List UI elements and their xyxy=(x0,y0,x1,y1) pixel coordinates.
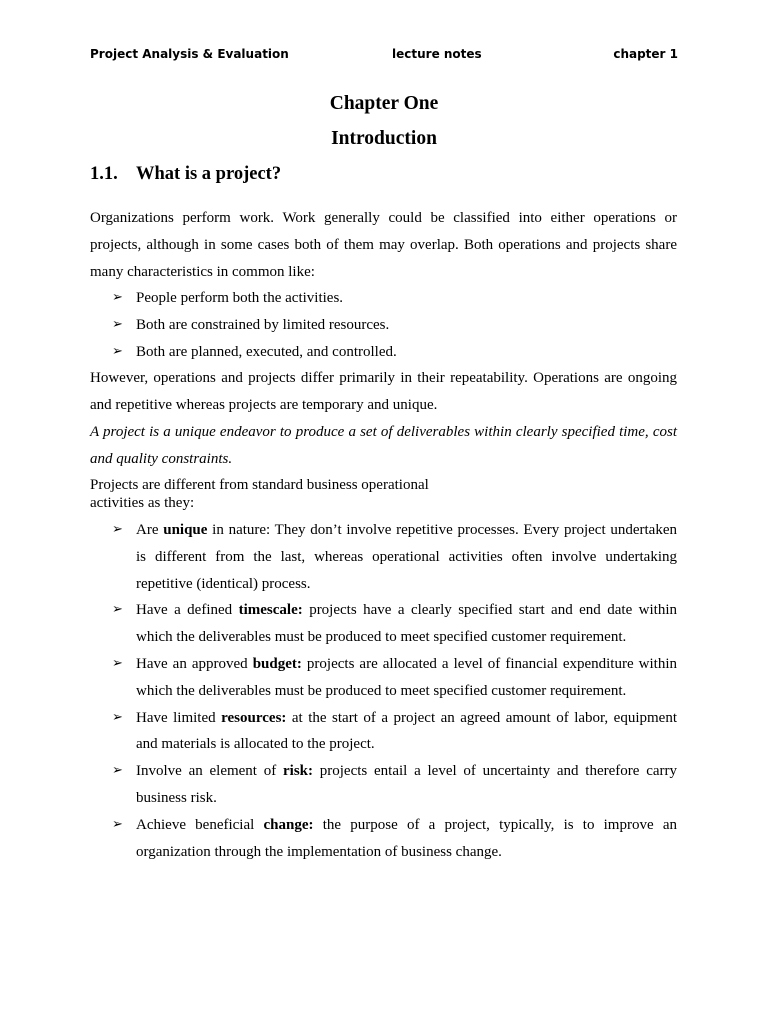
list-item-text: Both are planned, executed, and controlled. xyxy=(136,343,397,360)
item-description: projects have a clearly specified start and end date within which the deliverables must be produced to meet specified customer requirement. xyxy=(136,602,677,646)
list-item xyxy=(90,339,677,366)
project-definition: A project is a unique endeavor to produce a set of deliverables within clearly specified time, cost and quality constraints. xyxy=(90,424,677,467)
project-differences-intro xyxy=(90,476,677,512)
list-item xyxy=(90,597,677,651)
chapter-subtitle: Introduction xyxy=(331,128,437,149)
list-item xyxy=(90,651,677,705)
project-attributes-list xyxy=(90,517,677,865)
intro-line-1: Projects are different from standard business operational xyxy=(90,477,429,493)
item-description: the purpose of a project, typically, is to improve an organization through the implementation of business change. xyxy=(136,816,677,860)
arrow-bullet-icon: ➢ xyxy=(112,602,123,618)
chapter-title: Chapter One xyxy=(329,93,439,114)
section-heading xyxy=(90,164,281,185)
arrow-bullet-icon: ➢ xyxy=(112,763,123,779)
item-prefix: Are xyxy=(136,522,164,538)
arrow-bullet-icon: ➢ xyxy=(112,522,123,537)
intro-line-2: activities as they: xyxy=(90,495,195,511)
item-keyword: unique xyxy=(163,522,208,538)
arrow-bullet-icon: ➢ xyxy=(112,343,123,359)
header-doc-type: lecture notes xyxy=(392,47,482,61)
item-keyword: risk: xyxy=(283,763,313,780)
item-keyword: budget: xyxy=(252,655,302,672)
item-description: in nature: They don’t involve repetitive processes. Every project undertaken is different from the last, whereas operational activities often involve undertaking repetitive (identical) process. xyxy=(136,522,677,592)
arrow-bullet-icon: ➢ xyxy=(112,709,123,725)
list-item xyxy=(90,812,677,866)
arrow-bullet-icon: ➢ xyxy=(112,290,123,305)
list-item xyxy=(90,312,677,339)
arrow-bullet-icon: ➢ xyxy=(112,816,123,832)
item-description: projects are allocated a level of financial expenditure within which the deliverables must be produced to meet specified customer requirement. xyxy=(136,655,677,699)
item-prefix: Involve an element of xyxy=(136,763,283,780)
list-item xyxy=(90,285,677,312)
item-keyword: resources: xyxy=(221,709,287,726)
item-prefix: Have limited xyxy=(136,709,222,726)
header-course-title: Project Analysis & Evaluation xyxy=(90,47,289,61)
list-item xyxy=(90,758,677,812)
item-prefix: Achieve beneficial xyxy=(136,816,264,833)
differences-paragraph: However, operations and projects differ primarily in their repeatability. Operations are ongoing and repetitive whereas projects are temporary and unique. xyxy=(90,370,677,413)
page-header xyxy=(90,47,678,65)
header-chapter: chapter 1 xyxy=(613,47,678,61)
common-characteristics-list xyxy=(90,285,677,365)
intro-paragraph: Organizations perform work. Work generally could be classified into either operations or projects, although in some cases both of them may overlap. Both operations and projects share many characteristics in common like: xyxy=(90,210,677,280)
item-keyword: timescale: xyxy=(238,602,303,619)
list-item-text: Both are constrained by limited resources. xyxy=(136,316,390,333)
section-number: 1.1. xyxy=(90,164,118,184)
arrow-bullet-icon: ➢ xyxy=(112,655,123,671)
item-prefix: Have an approved xyxy=(136,655,253,672)
list-item xyxy=(90,705,677,759)
section-title: What is a project? xyxy=(136,164,282,184)
list-item-text: People perform both the activities. xyxy=(136,290,344,306)
item-description: at the start of a project an agreed amount of labor, equipment and materials is allocated to the project. xyxy=(136,709,677,753)
list-item xyxy=(90,517,677,597)
item-keyword: change: xyxy=(263,816,314,833)
item-description: projects entail a level of uncertainty and therefore carry business risk. xyxy=(136,763,678,806)
item-prefix: Have a defined xyxy=(136,602,239,619)
arrow-bullet-icon: ➢ xyxy=(112,316,123,332)
